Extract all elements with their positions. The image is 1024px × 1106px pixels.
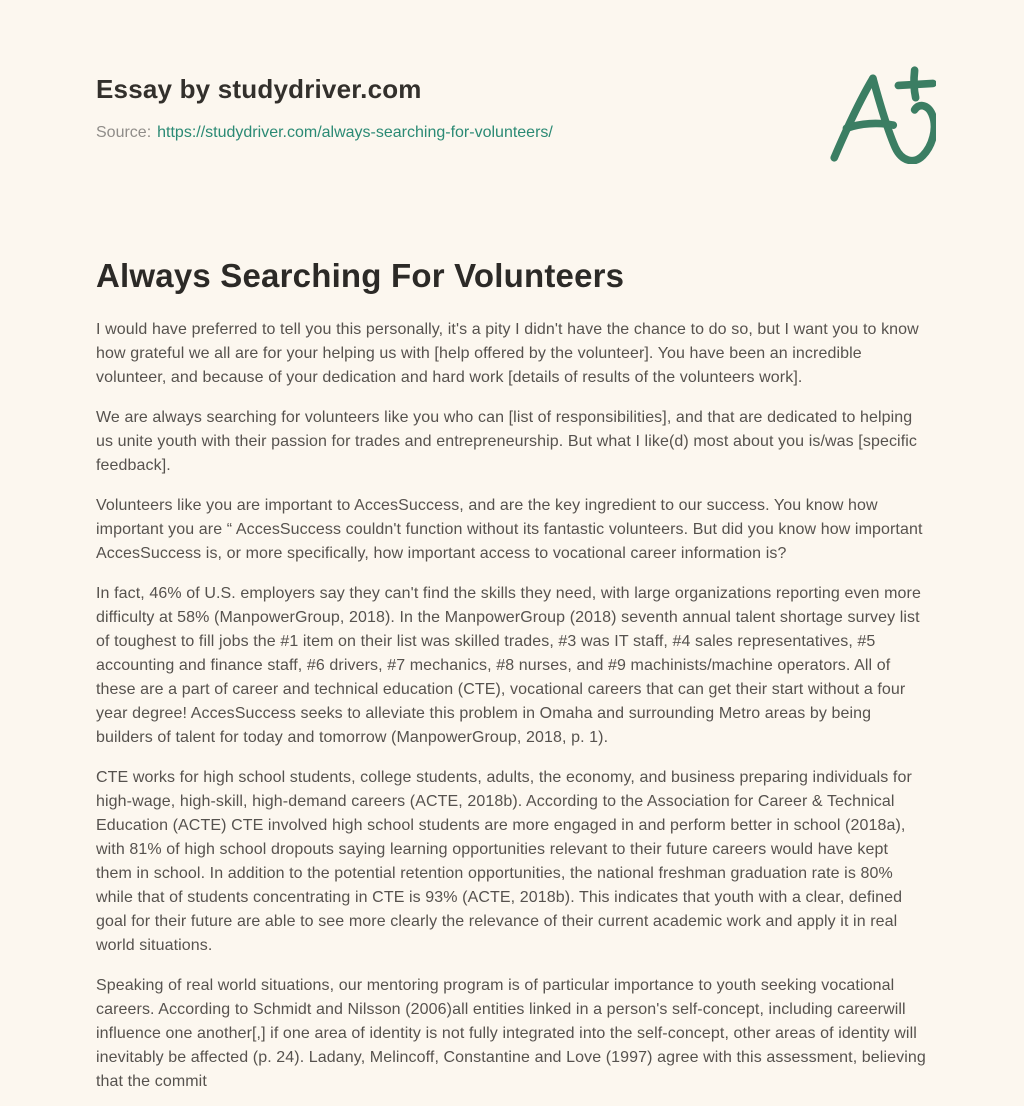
essay-paragraph: CTE works for high school students, college students, adults, the economy, and business preparing individuals for high-wage, high-skill, high-demand careers (ACTE, 2018b). According to the Association for Career & Technical Education (ACTE) CTE involved high school students are more engaged in and perform better in school (2018a), with 81% of high school dropouts saying learning opportunities relevant to their future careers would have kept them in school. In addition to the potential retention opportunities, the national freshman graduation rate is 80% while that of students concentrating in CTE is 93% (ACTE, 2018b). This indicates that youth with a clear, defined goal for their future are able to see more clearly the relevance of their current academic work and apply it in real world situations. <box>96 769 912 954</box>
essay-body <box>96 318 928 1094</box>
essay-paragraph: In fact, 46% of U.S. employers say they can't find the skills they need, with large organizations reporting even more difficulty at 58% (ManpowerGroup, 2018). In the ManpowerGroup (2018) seventh annual talent shortage survey list of toughest to fill jobs the #1 item on their list was skilled trades, #3 was IT staff, #4 sales representatives, #5 accounting and finance staff, #6 drivers, #7 mechanics, #8 nurses, and #9 machinists/machine operators. All of these are a part of career and technical education (CTE), vocational careers that can get their start without a four year degree! AccesSuccess seeks to alleviate this problem in Omaha and surrounding Metro areas by being builders of talent for today and tomorrow (ManpowerGroup, 2018, p. 1). <box>96 585 921 746</box>
essay-paragraph: I would have preferred to tell you this personally, it's a pity I didn't have the chance to do so, but I want you to know how grateful we all are for your helping us with [help offered by the volunteer]. You have been an incredible volunteer, and because of your dedication and hard work [details of results of the volunteers work]. <box>96 321 919 386</box>
a-plus-logo-icon <box>820 66 936 164</box>
page-title: Essay by studydriver.com <box>96 74 422 104</box>
source-link[interactable]: https://studydriver.com/always-searching-for-volunteers/ <box>157 124 553 141</box>
essay-paragraph: Volunteers like you are important to AccesSuccess, and are the key ingredient to our success. You know how important you are “ AccesSuccess couldn't function without its fantastic volunteers. But did you know how important AccesSuccess is, or more specifically, how important access to vocational career information is? <box>96 497 923 562</box>
source-line <box>96 122 928 144</box>
page-header <box>96 74 928 144</box>
essay-title: Always Searching For Volunteers <box>96 257 625 294</box>
essay-paragraph: We are always searching for volunteers like you who can [list of responsibilities], and that are dedicated to helping us unite youth with their passion for trades and entrepreneurship. But what I like(d) most about you is/was [specific feedback]. <box>96 409 918 474</box>
essay-paragraph: Speaking of real world situations, our mentoring program is of particular importance to youth seeking vocational careers. According to Schmidt and Nilsson (2006)all entities linked in a person's self-concept, including careerwill influence one another[,] if one area of identity is not fully integrated into the self-concept, other areas of identity will inevitably be affected (p. 24). Ladany, Melincoff, Constantine and Love (1997) agree with this assessment, believing that the commit <box>96 977 926 1090</box>
essay-content <box>96 256 928 1094</box>
source-label: Source: <box>96 124 152 141</box>
